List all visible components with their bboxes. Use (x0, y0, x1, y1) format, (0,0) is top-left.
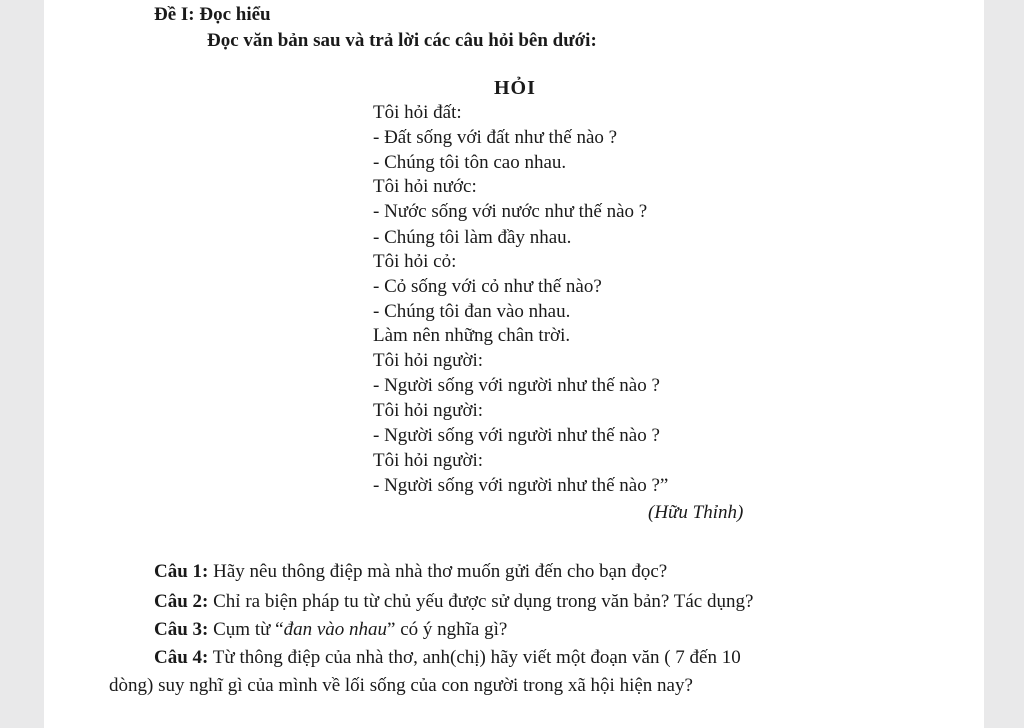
poem-line: - Chúng tôi đan vào nhau. (373, 301, 571, 322)
question-label: Câu 4: (154, 647, 209, 668)
question-2 (154, 591, 753, 613)
poem-line: Tôi hỏi người: (373, 350, 484, 371)
poem-line: - Người sống với người như thế nào ?” (373, 475, 669, 496)
poem-line: Tôi hỏi đất: (373, 102, 462, 123)
section-heading: Đề I: Đọc hiểu (154, 4, 271, 25)
question-label: Câu 2: (154, 591, 209, 612)
poem-line: Tôi hỏi người: (373, 450, 484, 471)
question-text: Từ thông điệp của nhà thơ, anh(chị) hãy viết một đoạn văn ( 7 đến 10 (212, 647, 741, 668)
question-3 (154, 619, 507, 641)
question-1 (154, 561, 667, 583)
question-label: Câu 3: (154, 619, 209, 640)
question-text (213, 619, 507, 640)
poem-line: - Chúng tôi tôn cao nhau. (373, 152, 567, 173)
question-text: Chỉ ra biện pháp tu từ chủ yếu được sử dụng trong văn bản? Tác dụng? (213, 591, 754, 612)
instruction: Đọc văn bản sau và trả lời các câu hỏi bên dưới: (207, 30, 597, 51)
poem-line: Tôi hỏi cỏ: (373, 251, 457, 272)
question-4-continuation: dòng) suy nghĩ gì của mình về lối sống của con người trong xã hội hiện nay? (109, 675, 693, 696)
question-text: Hãy nêu thông điệp mà nhà thơ muốn gửi đến cho bạn đọc? (213, 561, 668, 582)
poem-author: (Hữu Thỉnh) (648, 502, 744, 523)
poem-line: - Nước sống với nước như thế nào ? (373, 201, 648, 222)
poem-line: Tôi hỏi nước: (373, 176, 477, 197)
question-text-italic: đan vào nhau (283, 619, 388, 640)
poem-line: - Người sống với người như thế nào ? (373, 375, 660, 396)
poem-line: - Đất sống với đất như thế nào ? (373, 127, 618, 148)
poem-line: Làm nên những chân trời. (373, 325, 571, 346)
poem-title: HỎI (494, 77, 536, 99)
poem-line: Tôi hỏi người: (373, 400, 484, 421)
question-label: Câu 1: (154, 561, 209, 582)
poem-line: - Chúng tôi làm đầy nhau. (373, 227, 572, 248)
poem-line: - Người sống với người như thế nào ? (373, 425, 660, 446)
question-text-before: Cụm từ “ (213, 619, 284, 640)
question-text-after: ” có ý nghĩa gì? (387, 619, 508, 640)
poem-line: - Cỏ sống với cỏ như thế nào? (373, 276, 602, 297)
question-4 (154, 647, 741, 669)
